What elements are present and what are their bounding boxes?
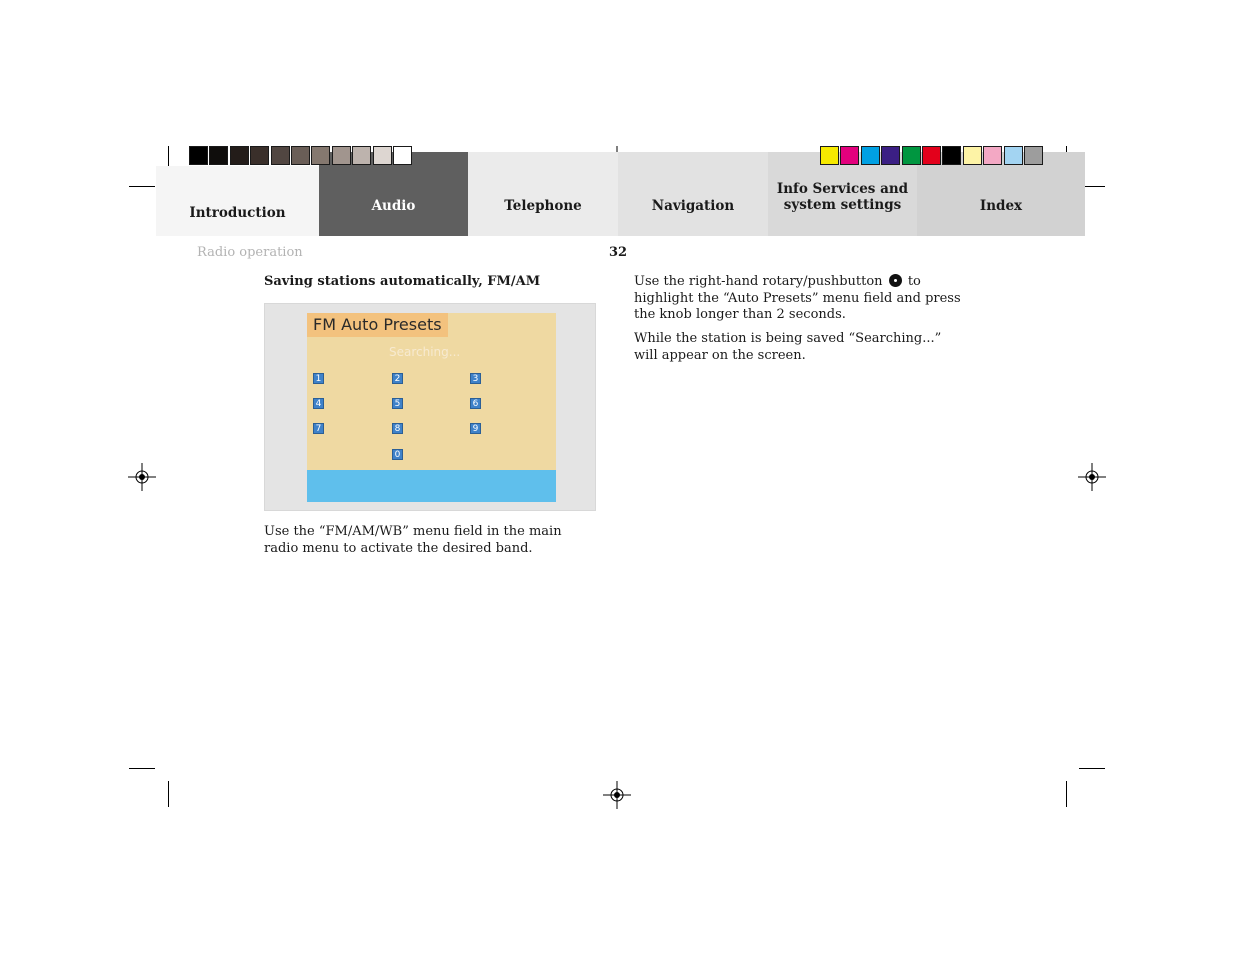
right-paragraph-1-end: to highlight the “Auto Presets” menu field and press the knob longer than 2 seconds. [634,274,961,322]
crop-mark [129,186,155,187]
color-swatch [393,146,412,165]
crop-mark [168,781,169,807]
registration-target-icon [1078,463,1106,491]
tab-introduction-label: Introduction [189,205,286,221]
searching-status: Searching... [389,345,461,359]
preset-button: 5 [392,398,403,409]
screen-status-bar [307,470,556,502]
tab-audio-label: Audio [371,198,416,214]
page-number: 32 [609,245,628,260]
color-swatch [332,146,351,165]
color-swatch [1004,146,1023,165]
tab-introduction[interactable] [156,166,319,236]
color-swatch [820,146,839,165]
color-swatch [189,146,208,165]
tab-info-services-label-line1: Info Services and [776,181,909,197]
preset-button: 1 [313,373,324,384]
tab-info-services-label-line2: system settings [783,197,902,213]
preset-button: 4 [313,398,324,409]
color-swatch [250,146,269,165]
color-swatch [352,146,371,165]
tab-telephone[interactable] [468,152,618,236]
color-swatch [861,146,880,165]
left-caption: Use the “FM/AM/WB” menu field in the main radio menu to activate the desired band. [264,524,562,556]
preset-button: 2 [392,373,403,384]
tab-index-label: Index [979,198,1023,214]
preset-button: 6 [470,398,481,409]
registration-target-icon [603,781,631,809]
color-swatch [922,146,941,165]
color-swatch [983,146,1002,165]
color-swatch [881,146,900,165]
color-swatch [1024,146,1043,165]
color-swatch [271,146,290,165]
right-paragraph-1-start: Use the right-hand rotary/pushbutton [634,274,883,289]
registration-target-icon [128,463,156,491]
rotary-knob-icon [889,274,902,287]
screen-title: FM Auto Presets [307,313,448,337]
color-swatch [311,146,330,165]
right-paragraph-2: While the station is being saved “Searching...” will appear on the screen. [634,331,942,363]
color-swatch [230,146,249,165]
crop-mark [1079,768,1105,769]
preset-button: 9 [470,423,481,434]
color-swatch [902,146,921,165]
crop-mark [1066,781,1067,807]
crop-mark [129,768,155,769]
preset-button: 8 [392,423,403,434]
color-swatch [840,146,859,165]
color-swatch [942,146,961,165]
color-swatch [373,146,392,165]
display-screen [307,313,556,502]
preset-button: 0 [392,449,403,460]
color-swatch [209,146,228,165]
color-swatch [291,146,310,165]
right-paragraph-1 [634,274,966,324]
tab-telephone-label: Telephone [504,198,582,214]
section-heading: Saving stations automatically, FM/AM [264,274,541,289]
color-swatch [963,146,982,165]
preset-button: 3 [470,373,481,384]
tab-navigation[interactable] [618,152,768,236]
preset-button: 7 [313,423,324,434]
tab-navigation-label: Navigation [651,198,735,214]
screen-illustration [264,303,596,511]
section-label: Radio operation [197,245,303,260]
